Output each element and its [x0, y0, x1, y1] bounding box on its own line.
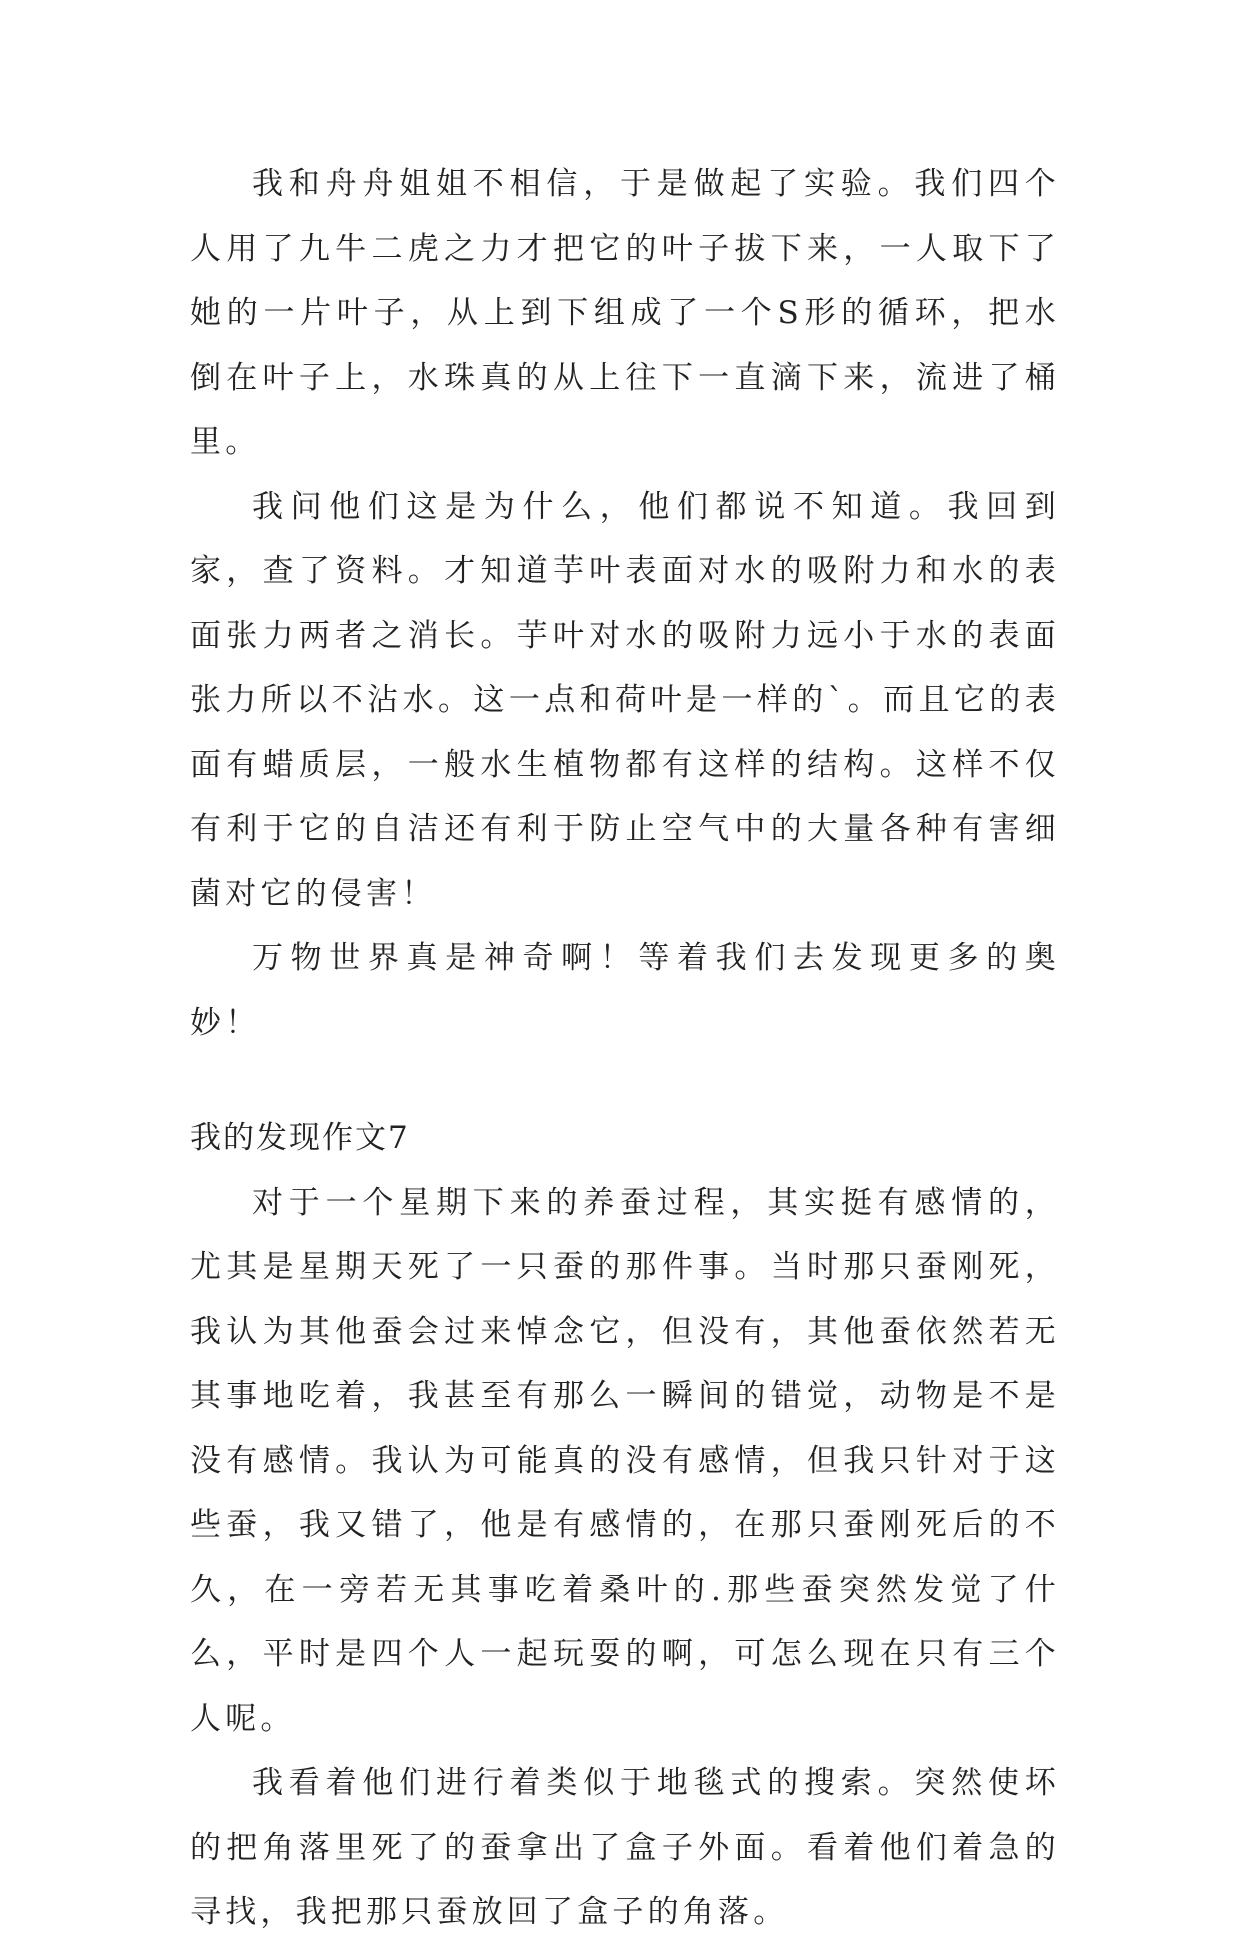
paragraph: 我问他们这是为什么，他们都说不知道。我回到家，查了资料。才知道芋叶表面对水的吸附力和水的表面张力两者之消长。芋叶对水的吸附力远小于水的表面张力所以不沾水。这一点和荷叶是一样的`。而且它的表面有蜡质层，一般水生植物都有这样的结构。这样不仅有利于它的自洁还有利于防止空气中的大量各种有害细菌对它的侵害！ — [190, 488, 1060, 912]
paragraph: 我看着他们进行着类似于地毯式的搜索。突然使坏的把角落里死了的蚕拿出了盒子外面。看着他们着急的寻找，我把那只蚕放回了盒子的角落。 — [190, 1765, 1060, 1930]
paragraph: 我和舟舟姐姐不相信，于是做起了实验。我们四个人用了九牛二虎之力才把它的叶子拔下来，一人取下了她的一片叶子，从上到下组成了一个S形的循环，把水倒在叶子上，水珠真的从上往下一直滴下来，流进了桶里。 — [190, 166, 1060, 460]
section-heading: 我的发现作文7 — [190, 1120, 410, 1156]
document-body — [190, 152, 1060, 1945]
paragraph: 万物世界真是神奇啊！等着我们去发现更多的奥妙！ — [190, 940, 1060, 1041]
paragraph: 对于一个星期下来的养蚕过程，其实挺有感情的，尤其是星期天死了一只蚕的那件事。当时那只蚕刚死，我认为其他蚕会过来悼念它，但没有，其他蚕依然若无其事地吃着，我甚至有那么一瞬间的错觉，动物是不是没有感情。我认为可能真的没有感情，但我只针对于这些蚕，我又错了，他是有感情的，在那只蚕刚死后的不久，在一旁若无其事吃着桑叶的.那些蚕突然发觉了什么，平时是四个人一起玩耍的啊，可怎么现在只有三个人呢。 — [190, 1184, 1060, 1737]
